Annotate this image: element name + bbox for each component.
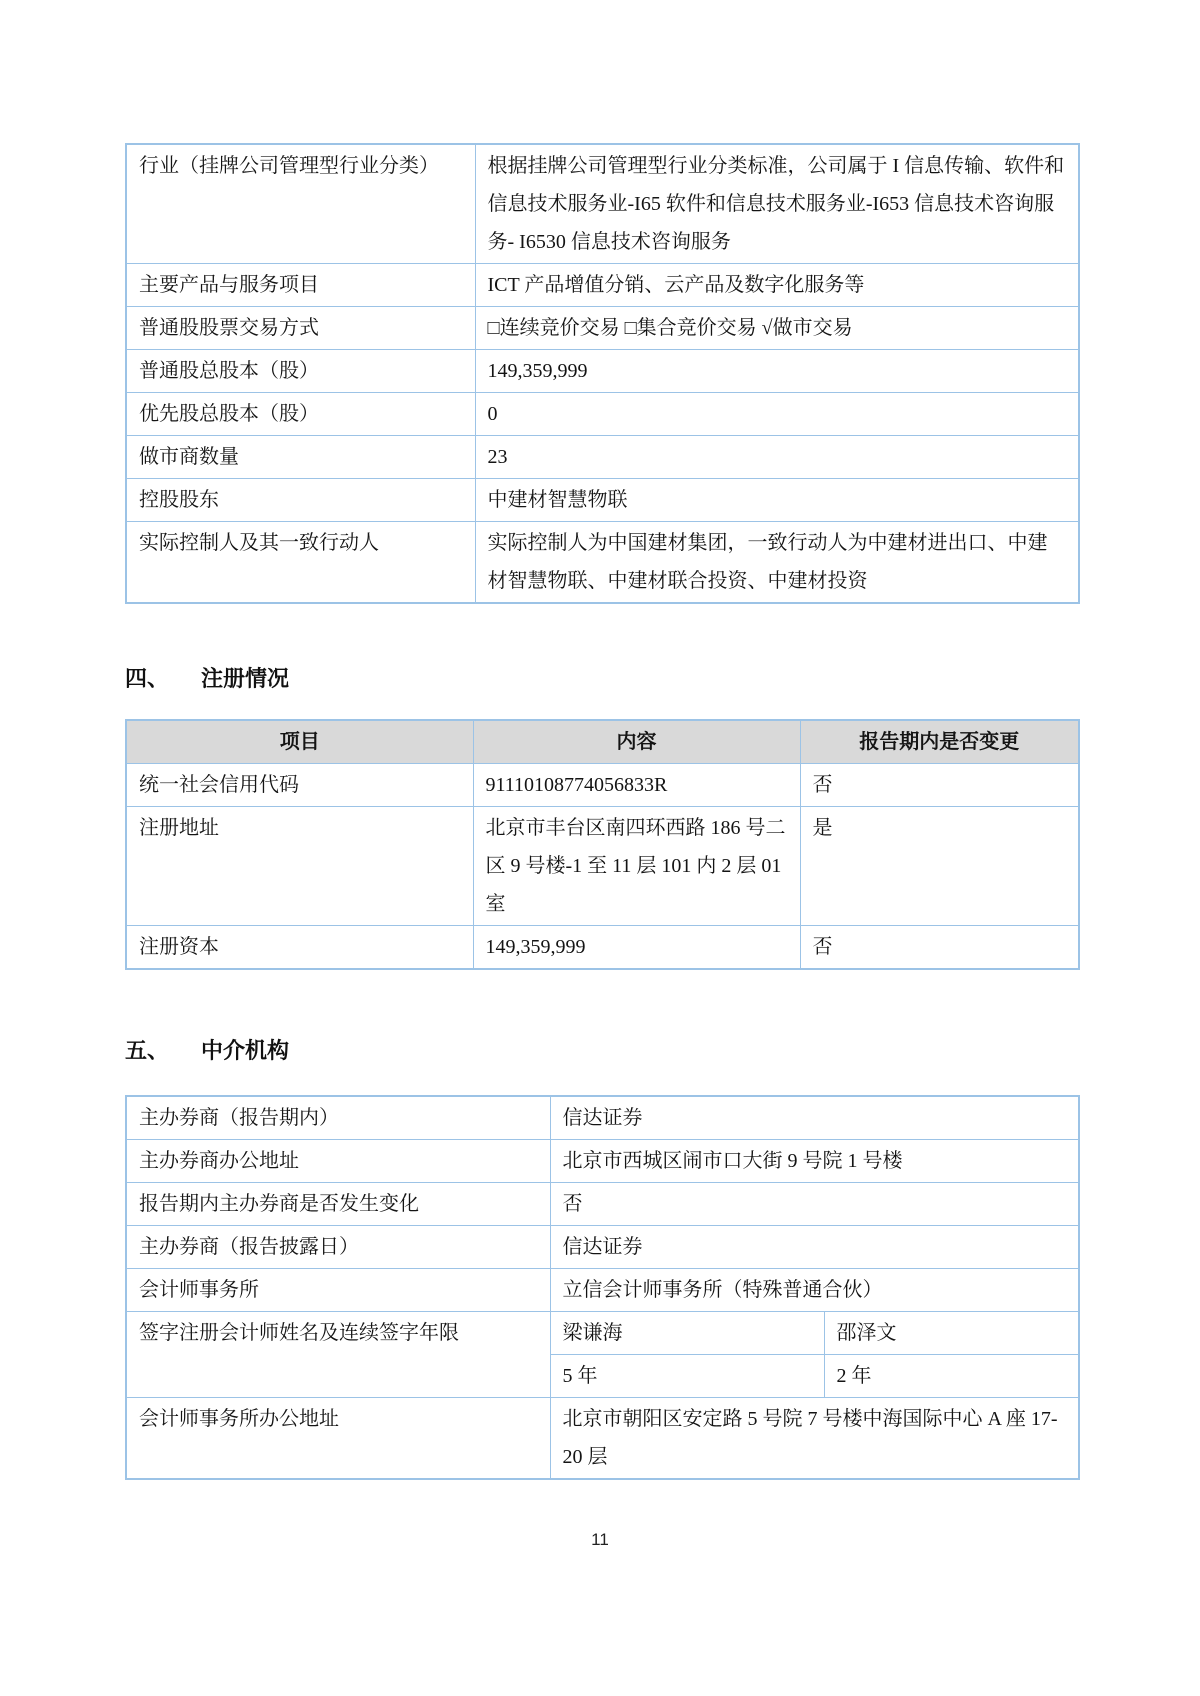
row-label: 普通股股票交易方式 bbox=[126, 307, 475, 350]
accountant-name-2: 邵泽文 bbox=[824, 1312, 1079, 1355]
row-label: 做市商数量 bbox=[126, 436, 475, 479]
row-label: 报告期内主办券商是否发生变化 bbox=[126, 1183, 550, 1226]
row-label: 普通股总股本（股） bbox=[126, 350, 475, 393]
row-label: 主办券商（报告期内） bbox=[126, 1096, 550, 1140]
section-title: 注册情况 bbox=[201, 666, 290, 691]
row-changed: 否 bbox=[800, 764, 1079, 807]
row-label: 注册地址 bbox=[126, 807, 473, 926]
table-row bbox=[126, 436, 1079, 479]
row-changed: 是 bbox=[800, 807, 1079, 926]
section-title: 中介机构 bbox=[201, 1038, 290, 1063]
section-heading-registration bbox=[125, 662, 1078, 693]
row-label: 会计师事务所 bbox=[126, 1269, 550, 1312]
table-row bbox=[126, 764, 1079, 807]
row-value: ICT 产品增值分销、云产品及数字化服务等 bbox=[475, 264, 1079, 307]
row-value: 91110108774056833R bbox=[473, 764, 800, 807]
table-row bbox=[126, 1096, 1079, 1140]
row-label: 优先股总股本（股） bbox=[126, 393, 475, 436]
row-value trading-method-value: □连续竞价交易 □集合竞价交易 √做市交易 bbox=[475, 307, 1079, 350]
table-row bbox=[126, 264, 1079, 307]
accountant-years-2: 2 年 bbox=[824, 1355, 1079, 1398]
row-label: 统一社会信用代码 bbox=[126, 764, 473, 807]
row-value: 149,359,999 bbox=[475, 350, 1079, 393]
page-number: 11 bbox=[591, 1530, 609, 1549]
row-label: 签字注册会计师姓名及连续签字年限 bbox=[126, 1312, 550, 1398]
column-header-content: 内容 bbox=[473, 720, 800, 764]
company-info-table bbox=[125, 143, 1080, 604]
row-value: 根据挂牌公司管理型行业分类标准，公司属于 I 信息传输、软件和信息技术服务业-I65 软件和信息技术服务业-I653 信息技术咨询服务- I6530 信息技术咨询服务 bbox=[475, 144, 1079, 264]
accountant-name-1: 梁谦海 bbox=[550, 1312, 824, 1355]
row-label: 主办券商（报告披露日） bbox=[126, 1226, 550, 1269]
row-value: 信达证券 bbox=[550, 1226, 1079, 1269]
row-value: 23 bbox=[475, 436, 1079, 479]
table-row bbox=[126, 522, 1079, 604]
table-row bbox=[126, 807, 1079, 926]
section-heading-intermediary bbox=[125, 1034, 1078, 1065]
row-value: 149,359,999 bbox=[473, 926, 800, 970]
table-row bbox=[126, 393, 1079, 436]
row-label: 主要产品与服务项目 bbox=[126, 264, 475, 307]
row-value: 否 bbox=[550, 1183, 1079, 1226]
row-label: 注册资本 bbox=[126, 926, 473, 970]
row-value: 实际控制人为中国建材集团，一致行动人为中建材进出口、中建材智慧物联、中建材联合投资、中建材投资 bbox=[475, 522, 1079, 604]
row-label: 实际控制人及其一致行动人 bbox=[126, 522, 475, 604]
table-row bbox=[126, 1226, 1079, 1269]
table-header-row bbox=[126, 720, 1079, 764]
table-row bbox=[126, 350, 1079, 393]
row-value: 北京市丰台区南四环西路 186 号二区 9 号楼-1 至 11 层 101 内 2 层 01 室 bbox=[473, 807, 800, 926]
table-row bbox=[126, 1269, 1079, 1312]
table-row bbox=[126, 926, 1079, 970]
row-label: 行业（挂牌公司管理型行业分类） bbox=[126, 144, 475, 264]
section-number: 四、 bbox=[125, 666, 170, 691]
table-row bbox=[126, 479, 1079, 522]
accountant-years-1: 5 年 bbox=[550, 1355, 824, 1398]
table-row bbox=[126, 1140, 1079, 1183]
row-value: 北京市西城区闹市口大街 9 号院 1 号楼 bbox=[550, 1140, 1079, 1183]
row-value: 北京市朝阳区安定路 5 号院 7 号楼中海国际中心 A 座 17-20 层 bbox=[550, 1398, 1079, 1480]
row-value: 信达证券 bbox=[550, 1096, 1079, 1140]
table-row-signing-accountants bbox=[126, 1312, 1079, 1355]
row-value: 0 bbox=[475, 393, 1079, 436]
column-header-item: 项目 bbox=[126, 720, 473, 764]
row-changed: 否 bbox=[800, 926, 1079, 970]
row-label: 控股股东 bbox=[126, 479, 475, 522]
intermediary-table bbox=[125, 1095, 1080, 1480]
row-value: 立信会计师事务所（特殊普通合伙） bbox=[550, 1269, 1079, 1312]
row-label: 主办券商办公地址 bbox=[126, 1140, 550, 1183]
column-header-changed: 报告期内是否变更 bbox=[800, 720, 1079, 764]
row-label: 会计师事务所办公地址 bbox=[126, 1398, 550, 1480]
page-content bbox=[125, 143, 1078, 1480]
row-value: 中建材智慧物联 bbox=[475, 479, 1079, 522]
section-number: 五、 bbox=[125, 1038, 170, 1063]
table-row bbox=[126, 144, 1079, 264]
registration-table bbox=[125, 719, 1080, 970]
table-row bbox=[126, 1183, 1079, 1226]
table-row bbox=[126, 307, 1079, 350]
table-row bbox=[126, 1398, 1079, 1480]
